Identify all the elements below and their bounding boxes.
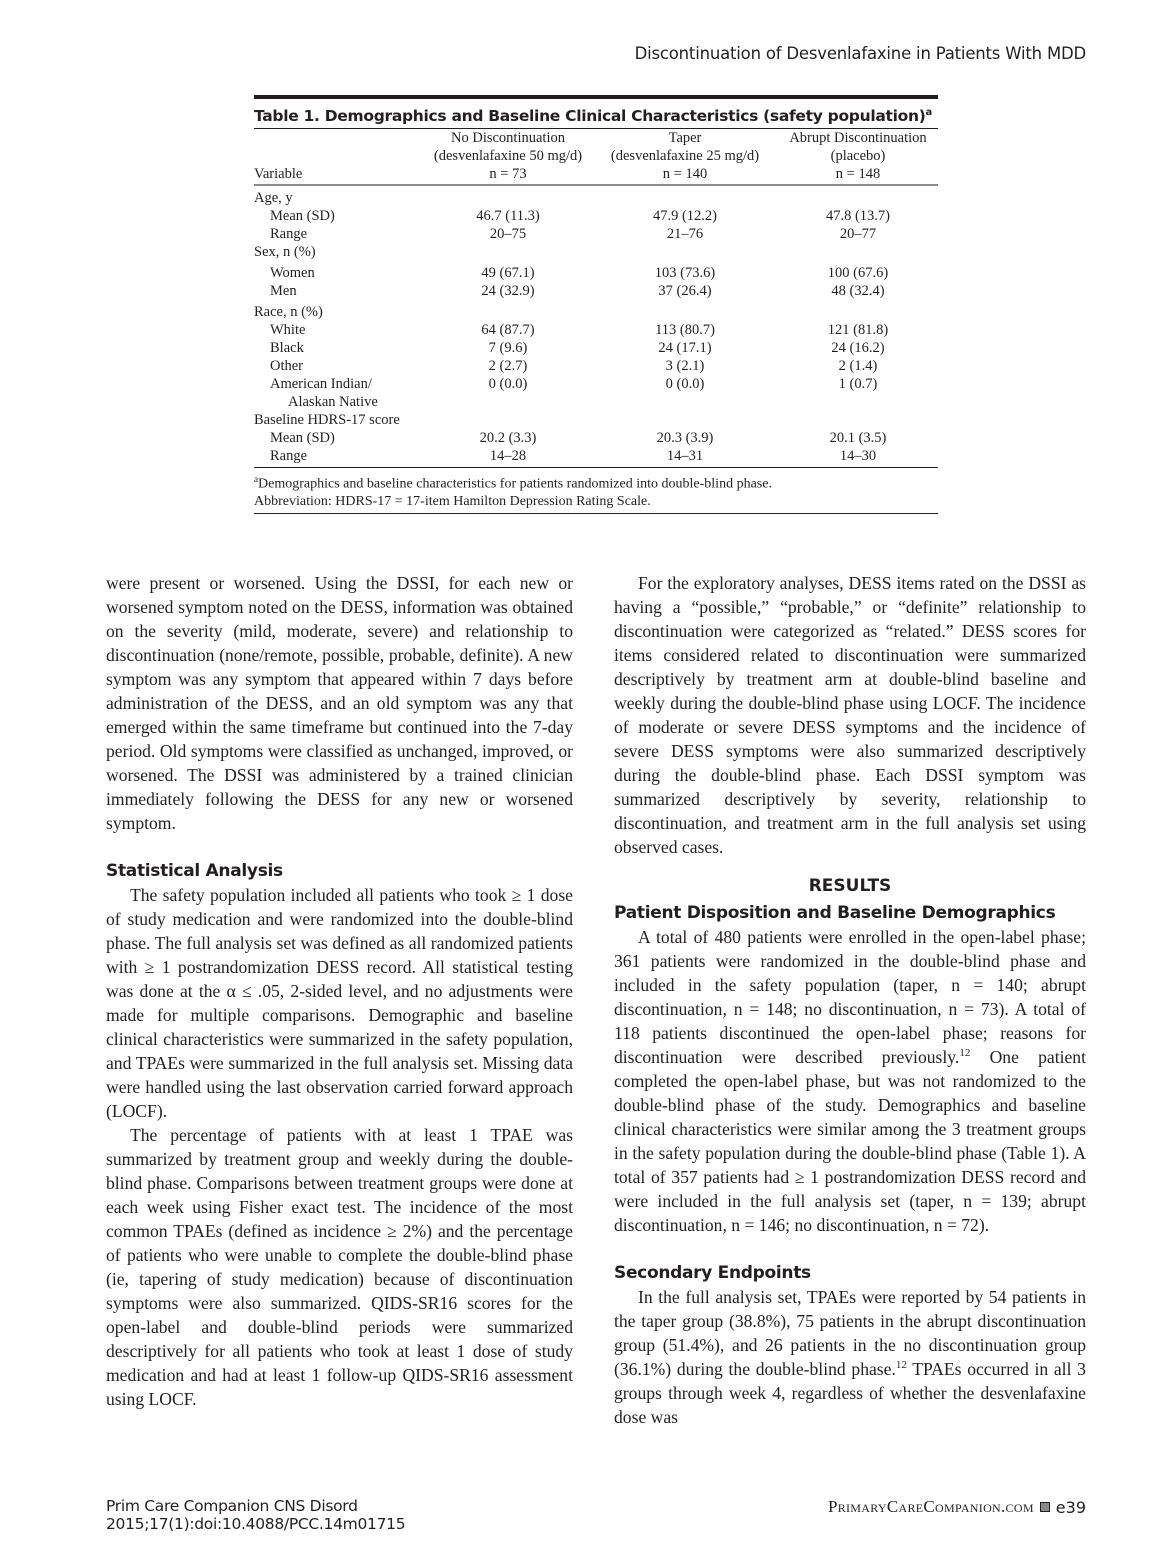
row-label: Mean (SD) xyxy=(270,430,335,447)
cell: 0 (0.0) xyxy=(665,376,705,393)
cell xyxy=(592,393,778,411)
cell: 47.8 (13.7) xyxy=(825,208,891,225)
header-group-2-line1: Taper xyxy=(668,130,702,147)
cell: 20–77 xyxy=(839,226,877,243)
table-row xyxy=(254,357,938,375)
page-number: e39 xyxy=(1055,1497,1086,1517)
cell: 24 (32.9) xyxy=(481,283,535,300)
table-row xyxy=(254,375,938,393)
cell xyxy=(424,411,592,429)
table-row xyxy=(254,243,938,264)
header-group-1-n: n = 73 xyxy=(489,166,527,183)
row-label: Range xyxy=(270,448,308,465)
cell xyxy=(778,393,938,411)
row-label: Men xyxy=(270,283,297,300)
table-1 xyxy=(254,95,938,514)
cell xyxy=(778,185,938,207)
heading-results: RESULTS xyxy=(808,876,892,896)
row-label: Race, n (%) xyxy=(254,304,323,321)
table-row xyxy=(254,185,938,207)
cell: 1 (0.7) xyxy=(838,376,878,393)
left-column xyxy=(106,571,573,1411)
heading-statistical-analysis: Statistical Analysis xyxy=(106,861,283,881)
reference-link[interactable]: 12 xyxy=(895,1359,907,1372)
table-row xyxy=(254,447,938,467)
table-row xyxy=(254,339,938,357)
row-label: Black xyxy=(270,340,304,357)
table-row xyxy=(254,411,938,429)
paragraph: For the exploratory analyses, DESS items rated on the DSSI as having a “possible,” “probable,” or “definite” relationship to discontinuation were categorized as “related.” DESS scores for items considered related to discontinuation were summarized descriptively by treatment arm at double-blind baseline and weekly during the double-blind phase using LOCF. The incidence of moderate or severe DESS symptoms and the incidence of severe DESS symptoms were also summarized descriptively during the double-blind phase. Each DSSI symptom was summarized descriptively by severity, relationship to discontinuation, and treatment arm in the full analysis set using observed cases. xyxy=(614,573,1086,857)
paragraph-text: A total of 480 patients were enrolled in the open-label phase; 361 patients were randomized in the double-blind phase and included in the safety population (taper, n = 140; abrupt discontinuation, n = 148; no discontinuation, n = 73). A total of 118 patients discontinued the open-label phase; reasons for discontinuation were described previously. xyxy=(614,927,1086,1067)
heading-patient-disposition: Patient Disposition and Baseline Demographics xyxy=(614,903,1056,923)
paragraph xyxy=(614,925,1086,1237)
paragraph-text: TPAEs occurred in all 3 groups through week 4, regardless of whether the desvenlafaxine dose was xyxy=(614,1359,1086,1427)
abbreviation-note: Abbreviation: HDRS-17 = 17-item Hamilton Depression Rating Scale. xyxy=(254,493,651,509)
square-bullet-icon xyxy=(1040,1502,1050,1512)
table-title-footnote-marker: a xyxy=(925,107,932,118)
header-group-2-n: n = 140 xyxy=(662,166,708,183)
table-title xyxy=(254,99,938,129)
paragraph: The safety population included all patients who took ≥ 1 dose of study medication and were randomized into the double-blind phase. The full analysis set was defined as all randomized patients with ≥ 1 postrandomization DESS record. All statistical testing was done at the α ≤ .05, 2-sided level, and no adjustments were made for multiple comparisons. Demographic and baseline clinical characteristics were summarized in the safety population, and TPAEs were summarized in the full analysis set. Missing data were handled using the last observation carried forward approach (LOCF). xyxy=(106,885,573,1121)
cell: 46.7 (11.3) xyxy=(476,208,540,225)
table-row xyxy=(254,393,938,411)
header-group-2-line2: (desvenlafaxine 25 mg/d) xyxy=(610,148,760,165)
table-row xyxy=(254,321,938,339)
table-row xyxy=(254,207,938,225)
paragraph-text: One patient completed the open-label phase, but was not randomized to the double-blind phase of the study. Demographics and baseline clinical characteristics were similar among the 3 treatment groups in the safety population during the double-blind phase (Table 1). A total of 357 patients had ≥ 1 postrandomization DESS record and were included in the full analysis set (taper, n = 139; abrupt discontinuation, n = 146; no discontinuation, n = 72). xyxy=(614,1047,1086,1235)
table-row xyxy=(254,282,938,300)
row-label: Age, y xyxy=(254,190,293,207)
row-label: Other xyxy=(270,358,304,375)
cell: 20.2 (3.3) xyxy=(479,430,537,447)
table-row xyxy=(254,225,938,243)
cell: 24 (16.2) xyxy=(831,340,885,357)
row-label: Sex, n (%) xyxy=(254,244,316,261)
cell: 47.9 (12.2) xyxy=(652,208,718,225)
cell xyxy=(424,300,592,321)
cell: 49 (67.1) xyxy=(481,265,535,282)
header-group-1-line1: No Discontinuation xyxy=(451,130,565,147)
footer-site xyxy=(828,1497,1086,1517)
footnote-a xyxy=(254,471,938,493)
paragraph: The percentage of patients with at least 1 TPAE was summarized by treatment group and weekly during the double-blind phase. Comparisons between treatment groups were done at each week using Fisher exact test. The incidence of the most common TPAEs (defined as incidence ≥ 2%) and the percentage of patients who were unable to complete the double-blind phase (ie, tapering of study medication) because of discontinuation symptoms were also summarized. QIDS-SR16 scores for the open-label and double-blind periods were summarized descriptively for all patients who took at least 1 dose of study medication and had at least 1 follow-up QIDS-SR16 assessment using LOCF. xyxy=(106,1125,573,1409)
cell: 37 (26.4) xyxy=(658,283,712,300)
cell: 121 (81.8) xyxy=(827,322,889,339)
heading-secondary-endpoints: Secondary Endpoints xyxy=(614,1263,811,1283)
cell xyxy=(592,243,778,264)
cell xyxy=(778,411,938,429)
cell xyxy=(592,300,778,321)
cell xyxy=(592,185,778,207)
cell: 103 (73.6) xyxy=(654,265,716,282)
cell xyxy=(424,393,592,411)
cell: 21–76 xyxy=(666,226,704,243)
cell: 2 (2.7) xyxy=(488,358,528,375)
reference-link[interactable]: 12 xyxy=(959,1047,971,1060)
header-group-3-line2: (placebo) xyxy=(830,148,886,165)
footnote-a-text: Demographics and baseline characteristics for patients randomized into double-blind phase. xyxy=(258,476,772,492)
row-label: Baseline HDRS-17 score xyxy=(254,412,400,429)
cell: 113 (80.7) xyxy=(655,322,715,339)
row-label: Range xyxy=(270,226,308,243)
site-link[interactable]: PrimaryCareCompanion.com xyxy=(827,1497,1034,1516)
cell xyxy=(424,185,592,207)
header-variable: Variable xyxy=(254,166,303,183)
row-label: American Indian/ xyxy=(270,376,372,393)
table-row xyxy=(254,300,938,321)
row-label: White xyxy=(270,322,306,339)
cell: 20–75 xyxy=(489,226,527,243)
row-label: Mean (SD) xyxy=(270,208,335,225)
cell: 100 (67.6) xyxy=(827,265,889,282)
cell: 64 (87.7) xyxy=(481,322,535,339)
header-group-3-n: n = 148 xyxy=(835,166,881,183)
right-column xyxy=(614,571,1086,1429)
row-label: Alaskan Native xyxy=(288,394,378,411)
row-label: Women xyxy=(270,265,315,282)
cell xyxy=(592,411,778,429)
footnote-marker: a xyxy=(254,474,258,485)
demographics-table xyxy=(254,129,938,467)
paragraph-text: In the full analysis set, TPAEs were reported by 54 patients in the taper group (38.8%), 75 patients in the abrupt discontinuation group (51.4%), and 26 patients in the no discontinuation group (36.1%) during the double-blind phase. xyxy=(614,1287,1086,1379)
doi-citation: 2015;17(1):doi:10.4088/PCC.14m01715 xyxy=(106,1515,406,1533)
table-title-text: Table 1. Demographics and Baseline Clinical Characteristics (safety population) xyxy=(254,107,926,126)
cell: 48 (32.4) xyxy=(831,283,885,300)
cell xyxy=(424,243,592,264)
cell: 0 (0.0) xyxy=(488,376,528,393)
cell: 2 (1.4) xyxy=(838,358,878,375)
table-row xyxy=(254,429,938,447)
cell: 20.1 (3.5) xyxy=(829,430,887,447)
table-row xyxy=(254,264,938,282)
paragraph xyxy=(614,1285,1086,1429)
cell: 14–31 xyxy=(666,448,704,465)
cell: 20.3 (3.9) xyxy=(656,430,714,447)
cell: 14–28 xyxy=(489,448,527,465)
cell: 7 (9.6) xyxy=(488,340,528,357)
footer-citation xyxy=(106,1497,405,1533)
table-footnotes xyxy=(254,467,938,514)
cell xyxy=(778,243,938,264)
header-group-3-line1: Abrupt Discontinuation xyxy=(789,130,927,147)
journal-name: Prim Care Companion CNS Disord xyxy=(106,1497,358,1515)
cell xyxy=(778,300,938,321)
cell: 24 (17.1) xyxy=(658,340,712,357)
running-head: Discontinuation of Desvenlafaxine in Patients With MDD xyxy=(634,44,1086,63)
cell: 14–30 xyxy=(839,448,877,465)
cell: 3 (2.1) xyxy=(665,358,705,375)
header-group-1-line2: (desvenlafaxine 50 mg/d) xyxy=(433,148,583,165)
paragraph: were present or worsened. Using the DSSI, for each new or worsened symptom noted on the DESS, information was obtained on the severity (mild, moderate, severe) and relationship to discontinuation (none/remote, possible, probable, definite). A new symptom was any symptom that appeared within 7 days before administration of the DESS, and an old symptom was any that emerged within the same timeframe but continued into the 7-day period. Old symptoms were classified as unchanged, improved, or worsened. The DSSI was administered by a trained clinician immediately following the DESS for any new or worsened symptom. xyxy=(106,573,573,833)
